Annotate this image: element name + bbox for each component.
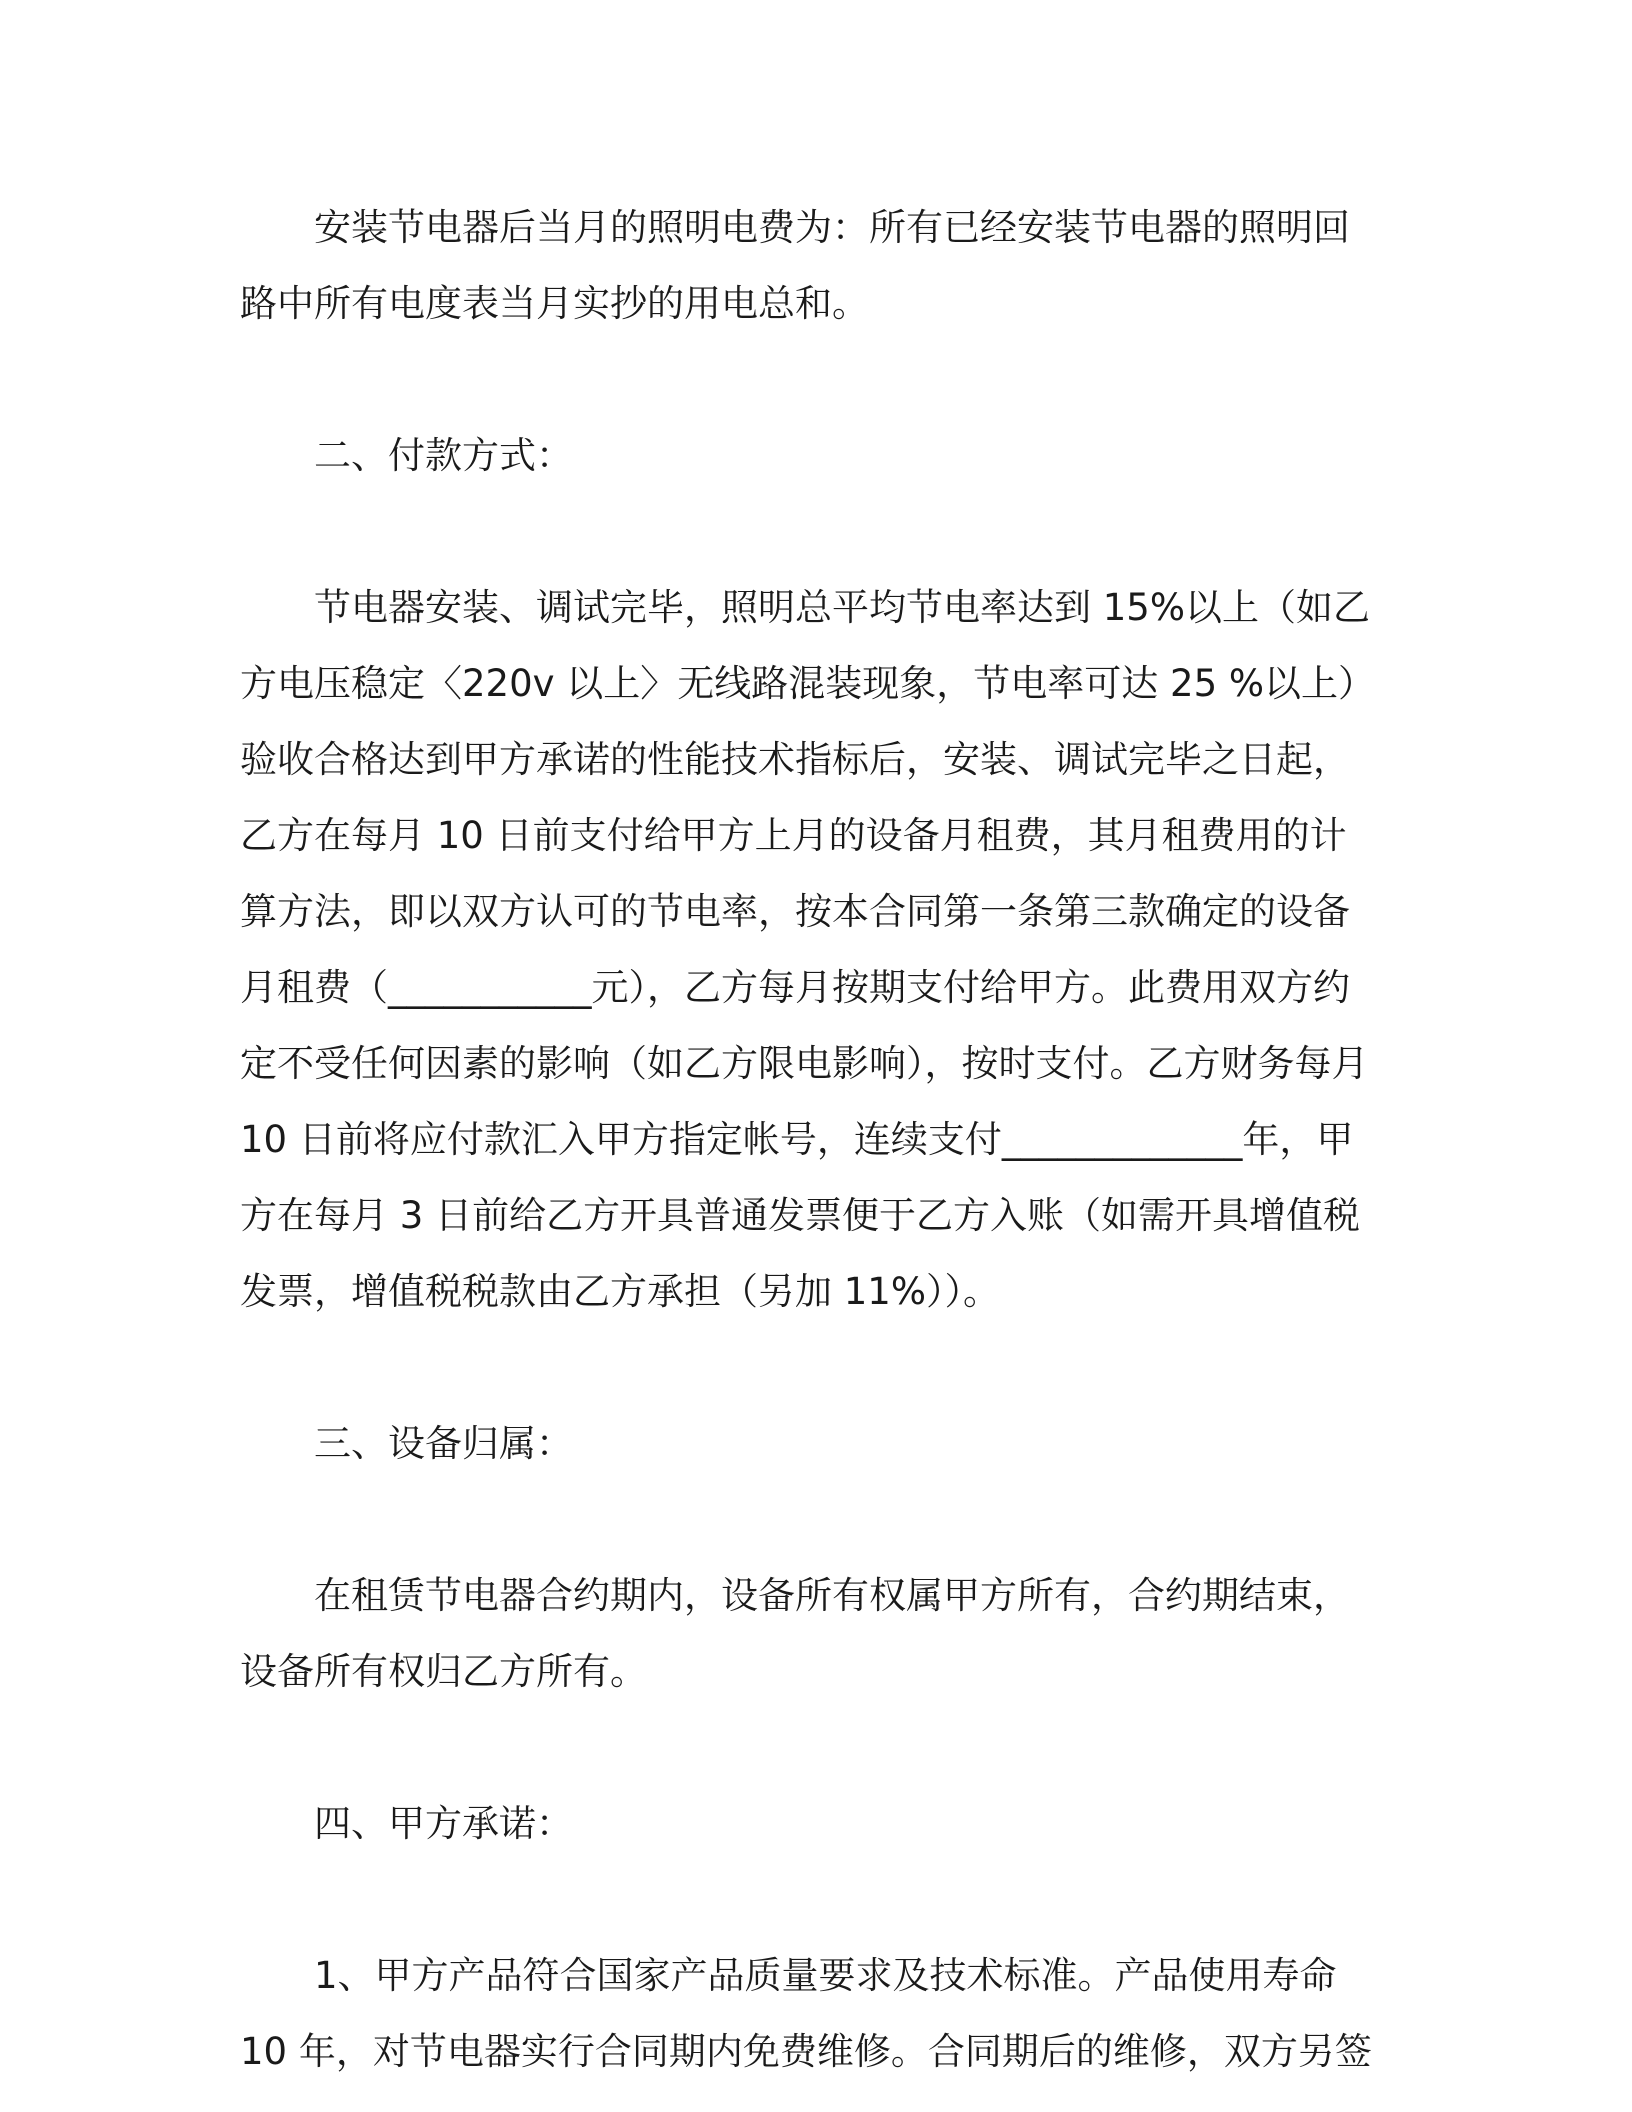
document-body [240,190,1380,2090]
heading-payment-method: 二、付款方式： [314,434,573,477]
paragraph-spacer [240,342,1380,418]
paragraph-ownership-terms: 在租赁节电器合约期内，设备所有权属甲方所有，合约期结束，设备所有权归乙方所有。 [240,1574,1350,1693]
paragraph-commitment-1: 1、甲方产品符合国家产品质量要求及技术标准。产品使用寿命 10 年，对节电器实行合同期内免费维修。合同期后的维修，双方另签 [240,1954,1372,2073]
paragraph-spacer [240,1482,1380,1558]
paragraph-spacer [240,1330,1380,1406]
paragraph-spacer [240,494,1380,570]
paragraph-lighting-fee: 安装节电器后当月的照明电费为：所有已经安装节电器的照明回路中所有电度表当月实抄的用电总和。 [240,206,1350,325]
paragraph-spacer [240,1862,1380,1938]
heading-party-a-commitments: 四、甲方承诺： [314,1802,573,1845]
paragraph-payment-terms: 节电器安装、调试完毕，照明总平均节电率达到 15%以上（如乙方电压稳定〈220v 以上〉无线路混装现象，节电率可达 25 %以上）验收合格达到甲方承诺的性能技术指标后，安装、调试完毕之日起，乙方在每月 10 日前支付给甲方上月的设备月租费，其月租费用的计算方法，即以双方认可的节电率，按本合同第一条第三款确定的设备月租费（___________元），乙方每月按期支付给甲方。此费用双方约定不受任何因素的影响（如乙方限电影响），按时支付。乙方财务每月 10 日前将应付款汇入甲方指定帐号，连续支付_____________年，甲方在每月 3 日前给乙方开具普通发票便于乙方入账（如需开具增值税发票，增值税税款由乙方承担（另加 11%））。 [240,586,1381,1313]
paragraph-spacer [240,1710,1380,1786]
heading-equipment-ownership: 三、设备归属： [314,1422,573,1465]
